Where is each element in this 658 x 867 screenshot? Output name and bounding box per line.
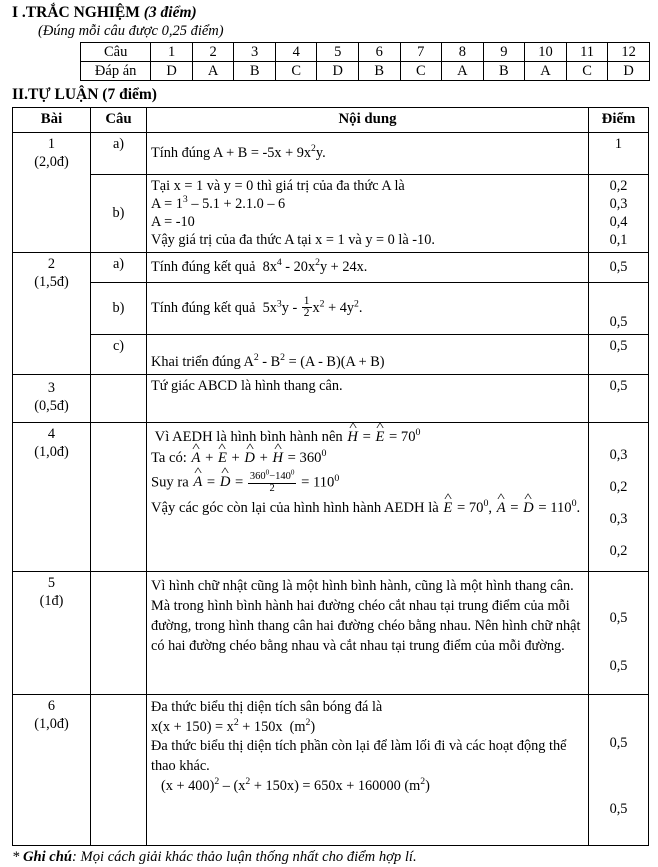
cell-cau-5	[91, 571, 147, 694]
cell-bai-2	[13, 252, 91, 374]
part2-heading	[12, 86, 650, 104]
cell-score-3	[589, 374, 649, 422]
header-cau: Câu	[91, 108, 147, 133]
mc-question-number: 6	[359, 43, 401, 62]
angle-h: ^ H	[346, 428, 359, 446]
cell-content-2b: Tính đúng kết quả $5x^3y$ - $\frac{1}{2}$ $x^2 + 4y^2$.	[147, 282, 589, 334]
angle-e: ^ E	[374, 428, 385, 446]
cell-content-2a: Tính đúng kết quả $8x^4 - 20x^2y + 24x$.	[147, 252, 589, 282]
table-row	[13, 252, 649, 282]
mc-answer-value: B	[359, 62, 401, 81]
part1-title: I .TRẮC NGHIỆM	[12, 4, 140, 21]
cell-cau-2b: b)	[91, 282, 147, 334]
mc-answer-value: A	[442, 62, 484, 81]
cell-bai-3	[13, 374, 91, 422]
angle-d: ^ D	[522, 499, 535, 517]
score-value: 0,1	[609, 231, 628, 248]
score-value: 0,5	[609, 313, 628, 330]
part1-points: (3 điểm)	[143, 4, 197, 21]
cell-bai-5	[13, 571, 91, 694]
angle-h: ^ H	[271, 449, 284, 467]
score-value: 0,3	[609, 446, 628, 463]
score-value: 0,2	[609, 479, 628, 496]
score-value: 0,5	[609, 734, 628, 751]
angle-e: ^ E	[442, 499, 453, 517]
header-noidung: Nội dung	[147, 108, 589, 133]
angle-d: ^ D	[243, 449, 256, 467]
footnote-marker: *	[12, 849, 20, 866]
bai-points: (0,5đ)	[34, 397, 69, 414]
multiple-choice-table	[80, 42, 650, 81]
score-value: 1	[614, 135, 623, 152]
cell-cau-6	[91, 694, 147, 846]
score-value: 0,5	[609, 800, 628, 817]
mc-answer-value: B	[234, 62, 276, 81]
mc-question-number: 1	[151, 43, 193, 62]
table-row	[13, 282, 649, 334]
cell-content-6: Đa thức biểu thị diện tích sân bóng đá là $x(x + 150) = x^2 + 150x$ $(m^2)$ Đa thức biểu thị diện tích phần còn lại để làm lối đi và các hoạt động thể thao khác. $(x + 400)^2 - (x^2 + 150x) = 650x + 160000$ $(m^2)$	[147, 694, 589, 846]
score-value: 0,3	[609, 511, 628, 528]
cell-bai-1	[13, 132, 91, 252]
mc-question-number: 5	[317, 43, 359, 62]
mc-question-number: 12	[608, 43, 650, 62]
footnote-label: Ghi chú	[22, 849, 73, 866]
cell-content-3	[147, 374, 589, 422]
table-row	[13, 571, 649, 694]
mc-question-row	[81, 43, 650, 62]
footnote	[12, 849, 650, 867]
table-row	[13, 174, 649, 252]
score-value: 0,5	[609, 658, 628, 675]
cell-score-1a	[589, 132, 649, 174]
mc-answer-value: D	[317, 62, 359, 81]
angle-e: ^ E	[217, 449, 228, 467]
part2-title: II.TỰ LUẬN	[12, 86, 99, 104]
fraction-one-half: $\frac{1}{2}$	[303, 294, 310, 320]
bai-points: (1,5đ)	[34, 273, 69, 290]
cell-cau-2c: c)	[91, 334, 147, 374]
mc-question-number: 8	[442, 43, 484, 62]
angle-a: ^ A	[192, 473, 203, 491]
table-row	[13, 422, 649, 571]
cell-cau-2a: a)	[91, 252, 147, 282]
cell-score-2c	[589, 334, 649, 374]
score-value: 0,4	[609, 213, 628, 230]
mc-question-number: 7	[400, 43, 442, 62]
table-row	[13, 374, 649, 422]
score-value: 0,3	[609, 195, 628, 212]
cell-cau-4	[91, 422, 147, 571]
score-value: 0,2	[609, 543, 628, 560]
mc-question-number: 10	[525, 43, 567, 62]
bai-points: (1,0đ)	[34, 715, 69, 732]
content-line: Vì hình chữ nhật cũng là một hình bình hành, cũng là một hình thang cân. Mà trong hình bình hành hai đường chéo cắt nhau tại trung điểm của mỗi đường, trong hình thang cân hai đường chéo bằng nhau. Nên hình chữ nhật có hai đường chéo bằng nhau và cắt nhau tại trung điểm của mỗi đường.	[151, 577, 581, 654]
essay-answer-table	[12, 107, 649, 846]
table-row	[13, 334, 649, 374]
table-row	[13, 132, 649, 174]
cell-score-5	[589, 571, 649, 694]
mc-answer-label: Đáp án	[81, 62, 151, 81]
cell-bai-4	[13, 422, 91, 571]
header-bai: Bài	[13, 108, 91, 133]
mc-answer-value: D	[151, 62, 193, 81]
mc-answer-value: D	[608, 62, 650, 81]
bai-number: 1	[47, 135, 56, 152]
cell-content-1b: Tại x = 1 và y = 0 thì giá trị của đa thức A là $A = 1^3 - 5.1 + 2.1.0 - 6$ A = -10 Vậy giá trị của đa thức A tại x = 1 và y = 0 là -10.	[147, 174, 589, 252]
table-header-row	[13, 108, 649, 133]
mc-answer-value: B	[483, 62, 525, 81]
bai-number: 3	[47, 379, 56, 396]
fraction-angle-sum: $\frac{360^0-140^0}{2}$	[249, 468, 295, 494]
mc-answer-value: C	[275, 62, 317, 81]
mc-answer-row	[81, 62, 650, 81]
cell-score-6	[589, 694, 649, 846]
cell-content-5	[147, 571, 589, 694]
cell-bai-6	[13, 694, 91, 846]
footnote-text: : Mọi cách giải khác thảo luận thống nhất cho điểm hợp lí.	[72, 849, 417, 866]
mc-question-number: 9	[483, 43, 525, 62]
part1-heading	[12, 4, 650, 22]
angle-a: ^ A	[191, 449, 202, 467]
header-diem: Điểm	[589, 108, 649, 133]
cell-content-4: Vì AEDH là hình bình hành nên ^ H = ^ $E = 70^0$ Ta có: ^ A + ^ E + ^ D + ^ $H = 360^0$ Suy ra ^ A = ^ D = $\frac{360^0-140^0}{2}$ = $110^0$ Vậy các góc còn lại của hình hình hành AEDH là ^ $E = 70^0$, ^ A = ^ $D = 110^0$.	[147, 422, 589, 571]
bai-number: 5	[47, 574, 56, 591]
mc-question-number: 2	[192, 43, 234, 62]
cell-score-1b	[589, 174, 649, 252]
score-value: 0,2	[609, 177, 628, 194]
mc-answer-value: C	[566, 62, 608, 81]
bai-points: (1đ)	[39, 592, 64, 609]
bai-number: 6	[47, 697, 56, 714]
cell-cau-3	[91, 374, 147, 422]
mc-question-label: Câu	[81, 43, 151, 62]
bai-number: 4	[47, 425, 56, 442]
mc-answer-value: C	[400, 62, 442, 81]
mc-answer-value: A	[192, 62, 234, 81]
cell-score-4	[589, 422, 649, 571]
cell-cau-1b: b)	[91, 174, 147, 252]
score-value: 0,5	[609, 258, 628, 275]
mc-question-number: 11	[566, 43, 608, 62]
cell-score-2a	[589, 252, 649, 282]
mc-answer-value: A	[525, 62, 567, 81]
score-value: 0,5	[609, 377, 628, 394]
cell-cau-1a: a)	[91, 132, 147, 174]
mc-question-number: 3	[234, 43, 276, 62]
score-value: 0,5	[609, 609, 628, 626]
part2-points: (7 điểm)	[102, 86, 157, 104]
mc-question-number: 4	[275, 43, 317, 62]
score-value: 0,5	[609, 337, 628, 354]
cell-score-2b	[589, 282, 649, 334]
multiple-choice-table-wrapper	[80, 42, 650, 81]
part1-note: (Đúng mỗi câu được 0,25 điểm)	[38, 22, 224, 39]
cell-content-2c: Khai triển đúng $A^2 - B^2 = (A - B)(A + B)$	[147, 334, 589, 374]
cell-content-1a: Tính đúng $A + B = -5x + 9x^2y$.	[147, 132, 589, 174]
bai-points: (1,0đ)	[34, 443, 69, 460]
content-line: Tứ giác ABCD là hình thang cân.	[151, 377, 343, 394]
angle-d: ^ D	[219, 473, 232, 491]
table-row	[13, 694, 649, 846]
bai-points: (2,0đ)	[34, 153, 69, 170]
angle-a: ^ A	[496, 499, 507, 517]
bai-number: 2	[47, 255, 56, 272]
